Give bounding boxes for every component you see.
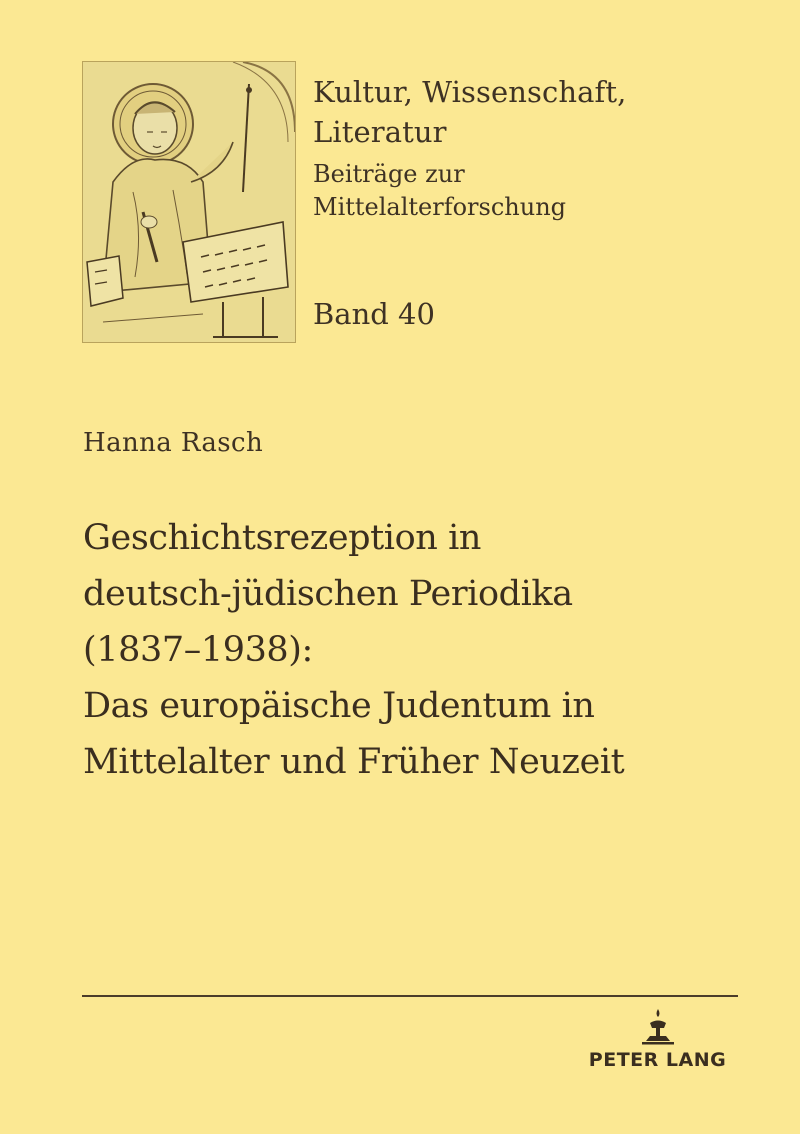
publisher-block <box>575 1006 740 1096</box>
publisher-name: PETER LANG <box>588 1049 727 1071</box>
series-title <box>313 72 773 152</box>
series-subtitle <box>313 158 773 224</box>
book-title-line-1: Geschichtsrezeption in <box>83 518 482 558</box>
series-subtitle-line-1: Beiträge zur <box>313 160 465 188</box>
series-volume: Band 40 <box>313 297 435 331</box>
series-subtitle-line-2: Mittelalterforschung <box>313 193 567 221</box>
book-title-line-4: Das europäische Judentum in <box>83 686 595 726</box>
book-title-line-2: deutsch-jüdischen Periodika <box>83 574 573 614</box>
divider-line <box>82 995 738 997</box>
author-name: Hanna Rasch <box>83 428 264 458</box>
series-title-line-2: Literatur <box>313 115 447 149</box>
series-title-line-1: Kultur, Wissenschaft, <box>313 75 627 109</box>
book-title-line-5: Mittelalter und Früher Neuzeit <box>83 742 625 782</box>
book-title-line-3: (1837–1938): <box>83 630 313 670</box>
book-title <box>83 510 783 790</box>
medieval-scribe-illustration <box>82 61 296 343</box>
series-block <box>313 72 773 224</box>
lamp-icon <box>638 1006 678 1046</box>
